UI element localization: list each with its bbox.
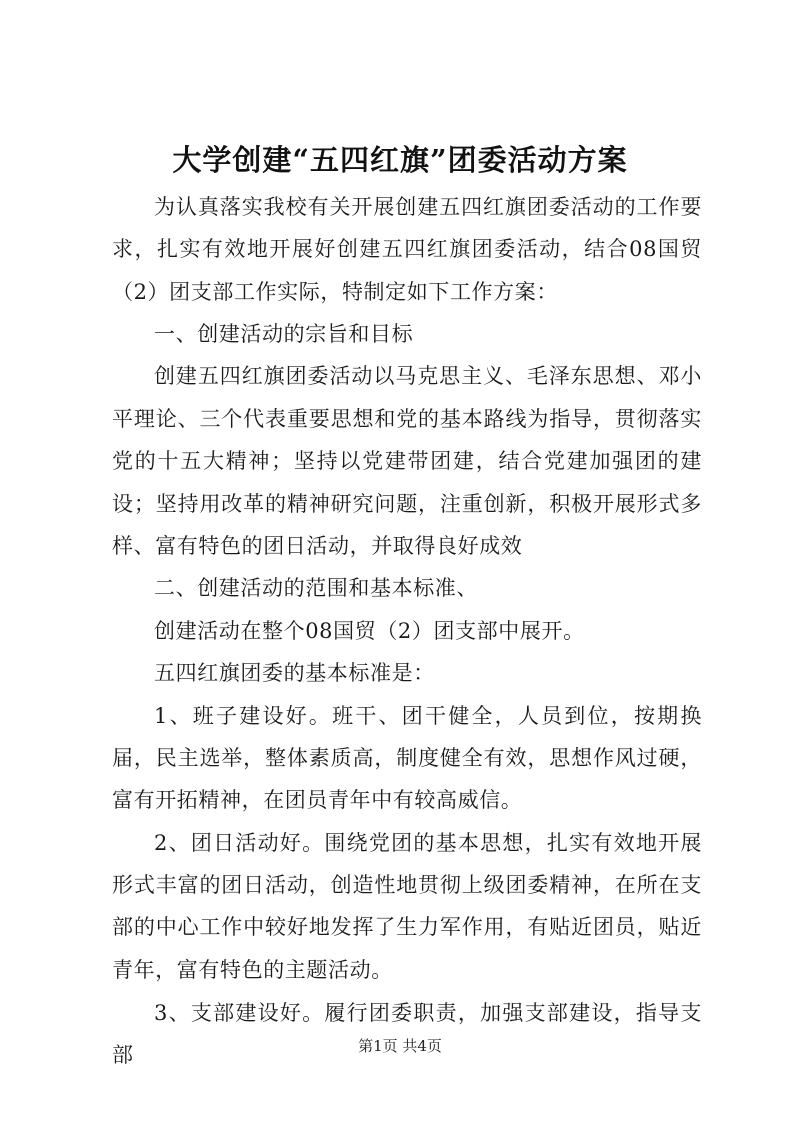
paragraph-standard-1: 1、班子建设好。班干、团干健全，人员到位，按期换届，民主选举，整体素质高，制度健全有效，思想作风过硬，富有开拓精神，在团员青年中有较高威信。	[112, 703, 702, 813]
paragraph-scope: 创建活动在整个08国贸（2）团支部中展开。	[154, 618, 585, 643]
paragraph-purpose: 创建五四红旗团委活动以马克思主义、毛泽东思想、邓小平理论、三个代表重要思想和党的基本路线为指导，贯彻落实党的十五大精神；坚持以党建带团建，结合党建加强团的建设；坚持用改革的精神研究问题，注重创新，积极开展形式多样、富有特色的团日活动，并取得良好成效	[112, 364, 702, 559]
section-heading-scope: 二、创建活动的范围和基本标准、	[154, 576, 478, 601]
page-footer: 第1页 共4页	[358, 1037, 442, 1055]
document-title: 大学创建“五四红旗”团委活动方案	[172, 143, 628, 177]
paragraph-standard-3: 3、支部建设好。履行团委职责，加强支部建设，指导支部	[112, 1000, 702, 1067]
paragraph-intro: 为认真落实我校有关开展创建五四红旗团委活动的工作要求，扎实有效地开展好创建五四红旗团委活动，结合08国贸（2）团支部工作实际，特制定如下工作方案：	[112, 195, 702, 304]
paragraph-standards-intro: 五四红旗团委的基本标准是：	[154, 661, 435, 686]
paragraph-standard-2: 2、团日活动好。围绕党团的基本思想，扎实有效地开展形式丰富的团日活动，创造性地贯彻上级团委精神，在所在支部的中心工作中较好地发挥了生力军作用，有贴近团员，贴近青年，富有特色的主题活动。	[112, 830, 702, 982]
section-heading-purpose: 一、创建活动的宗旨和目标	[154, 322, 414, 346]
